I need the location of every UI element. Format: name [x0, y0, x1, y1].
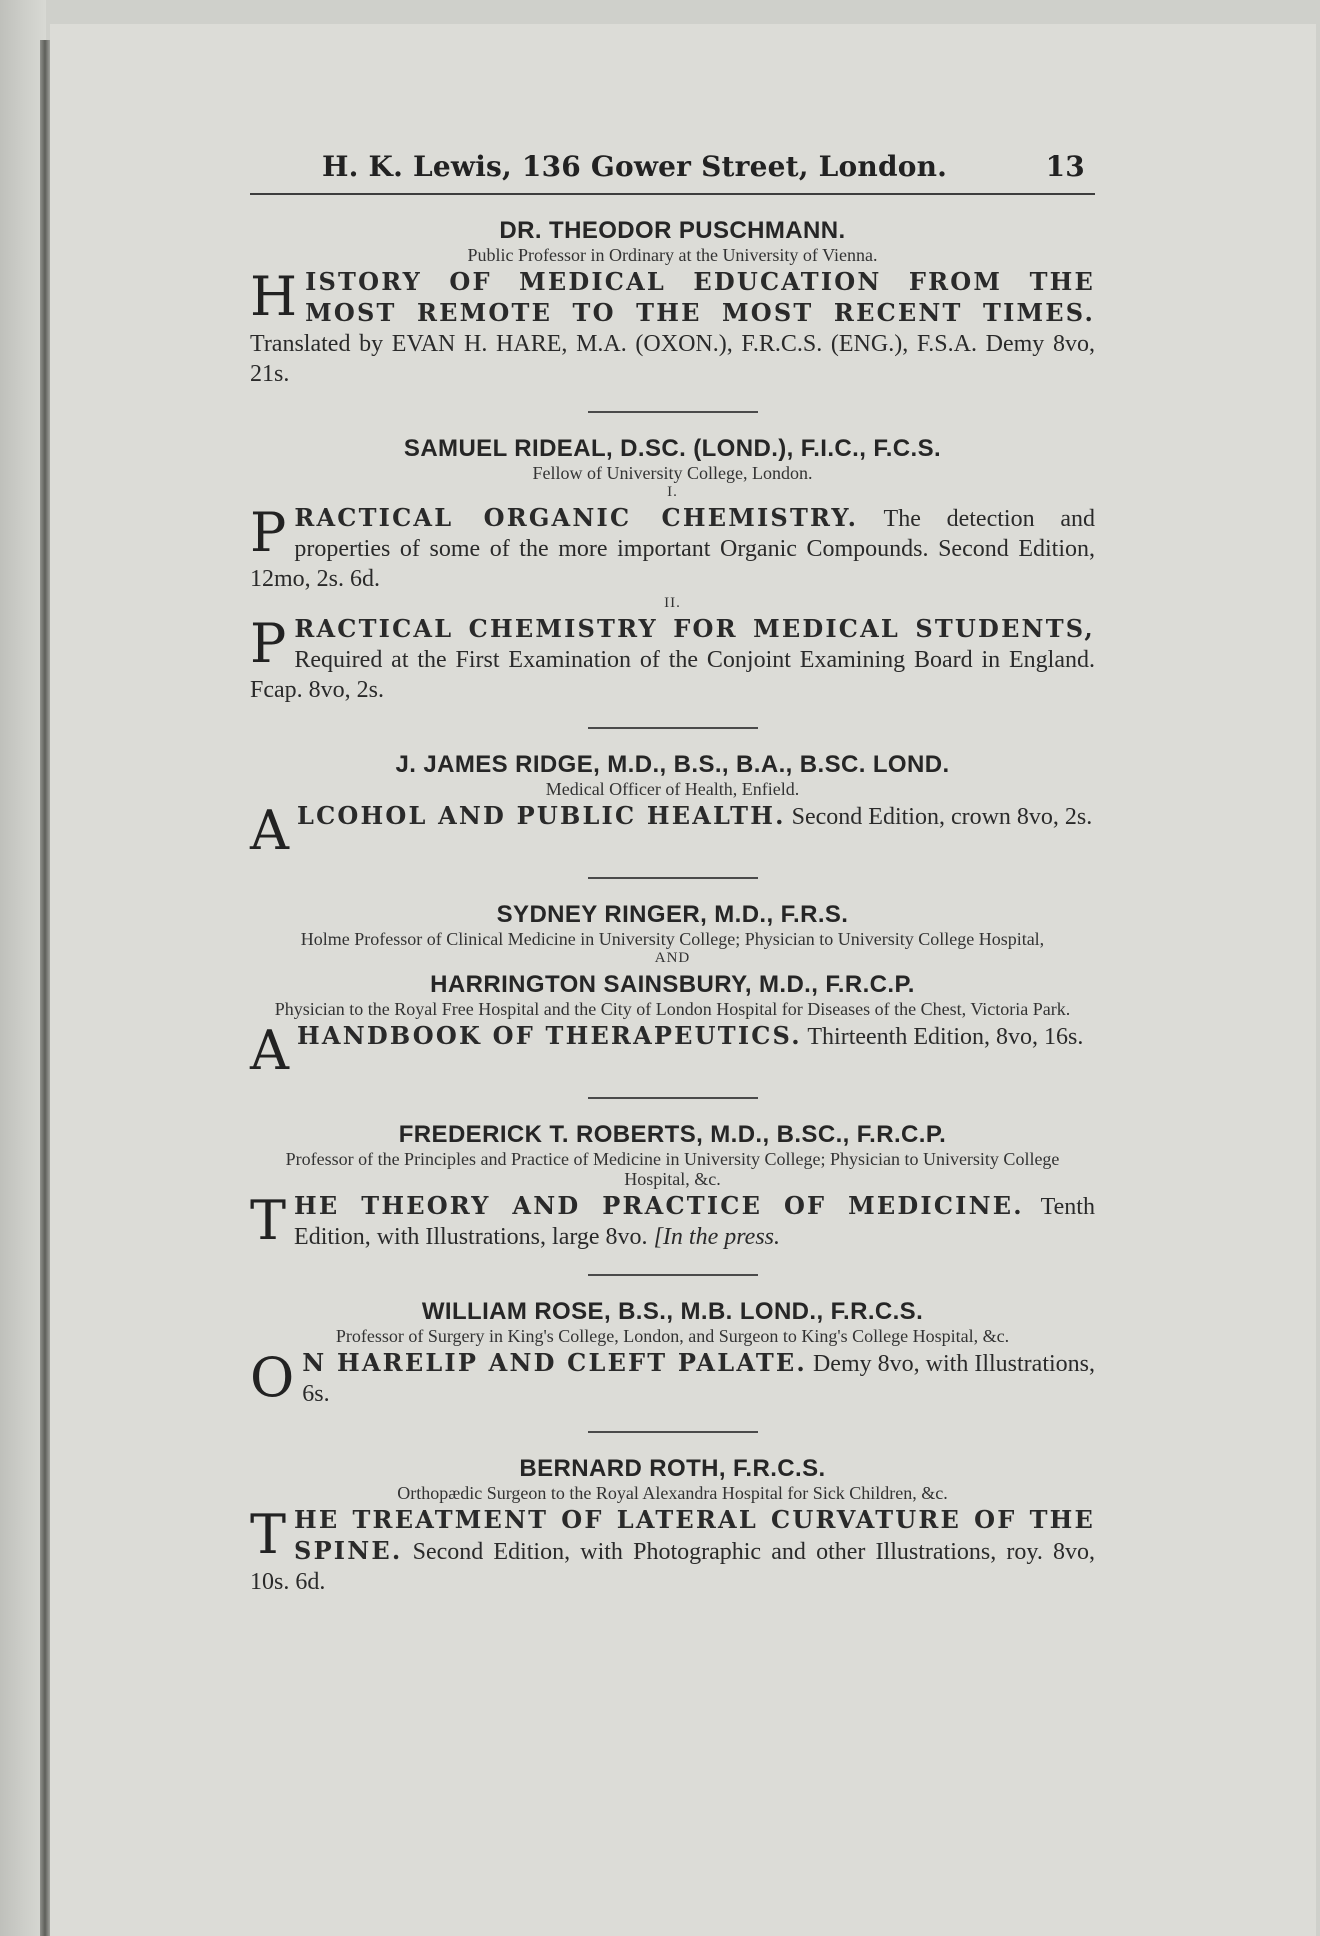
entry-separator	[588, 411, 758, 413]
book-title: ISTORY OF MEDICAL EDUCATION FROM THE MOST REMOTE TO THE MOST RECENT TIMES.	[305, 267, 1095, 327]
book-title: HE TREATMENT OF LATERAL CURVATURE OF THE SPINE.	[294, 1505, 1095, 1565]
book-listing	[250, 1191, 1095, 1252]
drop-cap: O	[250, 1346, 295, 1409]
author-credential: Orthopædic Surgeon to the Royal Alexandra Hospital for Sick Children, &c.	[397, 1483, 948, 1503]
author-credential: Professor of the Principles and Practice of Medicine in University College; Physician to University College Hospital, &c.	[285, 1149, 1060, 1189]
book-title: RACTICAL ORGANIC CHEMISTRY.	[294, 503, 859, 532]
book-numeral: II.	[664, 595, 681, 611]
drop-cap: H	[250, 265, 298, 328]
author-credential: Holme Professor of Clinical Medicine in University College; Physician to University College Hospital,	[300, 929, 1045, 949]
book-listing	[250, 614, 1095, 705]
drop-cap: T	[250, 1189, 287, 1252]
book-listing	[250, 1348, 1095, 1409]
book-title: LCOHOL AND PUBLIC HEALTH.	[297, 801, 786, 830]
drop-cap: T	[250, 1503, 287, 1566]
drop-cap: A	[250, 1019, 289, 1082]
author-joiner: AND	[654, 950, 691, 966]
book-details: Translated by EVAN H. HARE, M.A. (OXON.), F.R.C.S. (ENG.), F.S.A. Demy 8vo, 21s.	[250, 331, 1095, 387]
author-credential: Physician to the Royal Free Hospital and the City of London Hospital for Diseases of the Chest, Victoria Park.	[274, 999, 1071, 1019]
catalog-entry	[250, 751, 1095, 862]
catalog-entry	[250, 1121, 1095, 1252]
book-details: Thirteenth Edition, 8vo, 16s.	[807, 1024, 1084, 1050]
author-name: J. JAMES RIDGE, M.D., B.S., B.A., B.SC. LOND.	[395, 751, 950, 778]
catalog-entry	[250, 901, 1095, 1082]
catalog-entry	[250, 217, 1095, 389]
book-listing	[250, 503, 1095, 594]
publisher-address: H. K. Lewis, 136 Gower Street, London.	[322, 150, 948, 183]
book-listing	[250, 799, 1095, 862]
author-credential: Professor of Surgery in King's College, London, and Surgeon to King's College Hospital, &c.	[335, 1326, 1010, 1346]
book-listing	[250, 1019, 1095, 1082]
author-name: HARRINGTON SAINSBURY, M.D., F.R.C.P.	[430, 971, 915, 998]
author-credential: Fellow of University College, London.	[532, 463, 813, 483]
author-name: BERNARD ROTH, F.R.C.S.	[519, 1455, 826, 1482]
drop-cap: A	[250, 799, 289, 862]
drop-cap: P	[250, 612, 287, 675]
book-title: HANDBOOK OF THERAPEUTICS.	[297, 1021, 802, 1050]
entry-separator	[588, 1274, 758, 1276]
entry-separator	[588, 877, 758, 879]
author-credential: Public Professor in Ordinary at the University of Vienna.	[467, 245, 878, 265]
author-name: WILLIAM ROSE, B.S., M.B. LOND., F.R.C.S.	[421, 1298, 924, 1325]
book-press-note: [In the press.	[653, 1224, 780, 1250]
book-title: RACTICAL CHEMISTRY FOR MEDICAL STUDENTS,	[294, 614, 1095, 643]
catalog-entry	[250, 1455, 1095, 1597]
author-name: DR. THEODOR PUSCHMANN.	[499, 217, 846, 244]
author-credential: Medical Officer of Health, Enfield.	[545, 779, 800, 799]
book-listing	[250, 1505, 1095, 1597]
book-numeral: I.	[667, 484, 678, 500]
entry-separator	[588, 1097, 758, 1099]
drop-cap: P	[250, 501, 287, 564]
book-details: Required at the First Examination of the Conjoint Examining Board in England. Fcap. 8vo, 2s.	[250, 647, 1095, 703]
page-content	[250, 150, 1095, 1597]
book-title: HE THEORY AND PRACTICE OF MEDICINE.	[294, 1191, 1024, 1220]
entry-separator	[588, 1431, 758, 1433]
book-title: N HARELIP AND CLEFT PALATE.	[302, 1348, 807, 1377]
running-head	[250, 150, 1095, 183]
author-name: SYDNEY RINGER, M.D., F.R.S.	[496, 901, 849, 928]
book-listing	[250, 267, 1095, 389]
entry-separator	[588, 727, 758, 729]
page-gutter-edge	[40, 40, 50, 1936]
book-details: The detection and properties of some of the more important Organic Compounds. Second Edition, 12mo, 2s. 6d.	[250, 506, 1095, 592]
author-name: FREDERICK T. ROBERTS, M.D., B.SC., F.R.C.P.	[398, 1121, 947, 1148]
head-rule	[250, 193, 1095, 195]
book-details: Demy 8vo, with Illustrations, 6s.	[302, 1351, 1095, 1407]
page-number: 13	[1045, 150, 1085, 183]
book-details: Second Edition, crown 8vo, 2s.	[791, 804, 1093, 830]
catalog-entry	[250, 1298, 1095, 1409]
book-details: Tenth Edition, with Illustrations, large 8vo.	[294, 1194, 1095, 1250]
author-name: SAMUEL RIDEAL, D.SC. (LOND.), F.I.C., F.C.S.	[403, 435, 942, 462]
catalog-entry	[250, 435, 1095, 705]
book-details: Second Edition, with Photographic and other Illustrations, roy. 8vo, 10s. 6d.	[250, 1539, 1095, 1595]
